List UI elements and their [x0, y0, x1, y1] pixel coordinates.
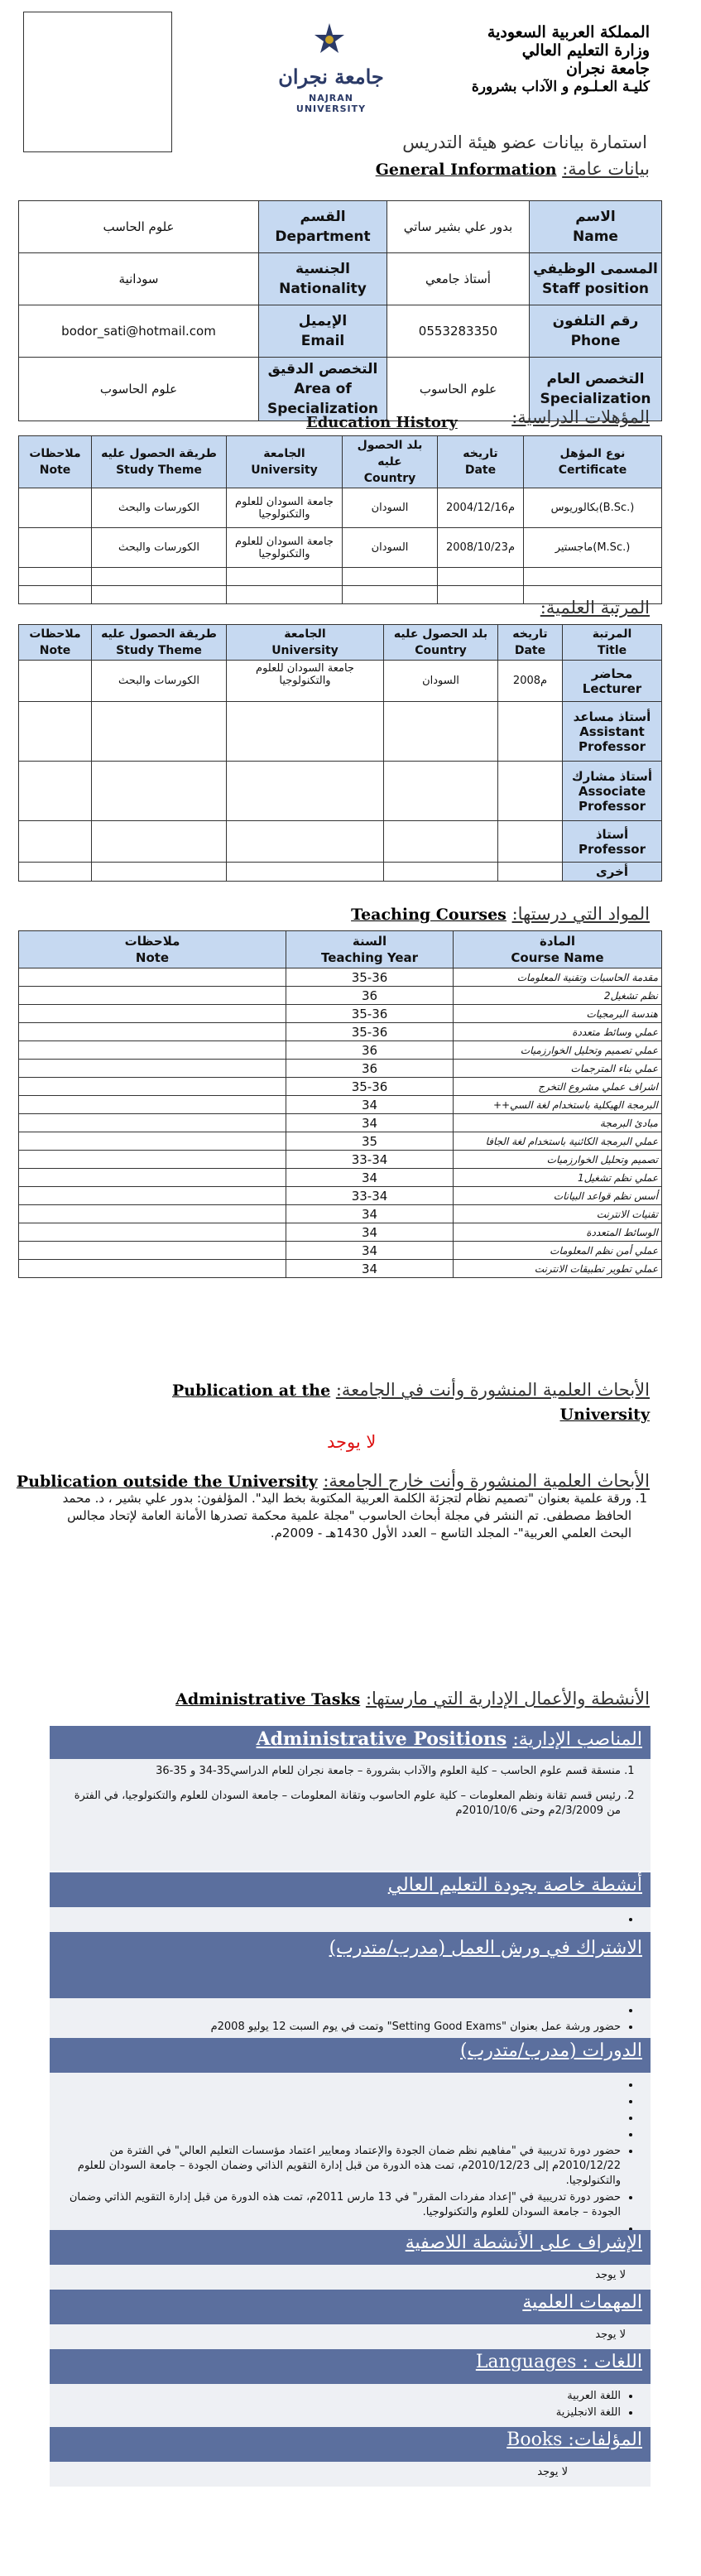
course-year-cell: 34	[286, 1114, 454, 1132]
column-header: المرتبة Title	[563, 625, 662, 661]
note-cell	[19, 528, 92, 568]
books-header	[50, 2427, 651, 2462]
table-row	[19, 1223, 662, 1242]
course-year-cell: 34	[286, 1096, 454, 1114]
list-item: • اللغة العربية	[61, 2389, 621, 2404]
course-name-cell: نظم تشغيل2	[454, 987, 662, 1005]
books-panel	[50, 2462, 651, 2487]
phone-label: رقم التلفون Phone	[530, 305, 662, 358]
country-cell: السودان	[384, 661, 498, 702]
books-title: المؤلفات: Books	[507, 2429, 642, 2450]
general-title-en: General Information	[375, 161, 557, 179]
course-note-cell	[19, 1260, 286, 1278]
positions-title-en: Administrative Positions	[256, 1728, 507, 1750]
pub-out-title-en: Publication outside the University	[16, 1473, 318, 1491]
table-row	[19, 1114, 662, 1132]
table-row	[19, 201, 662, 253]
table-row	[19, 1005, 662, 1023]
course-name-cell: اشراف عملي مشروع التخرج	[454, 1078, 662, 1096]
theme-cell: الكورسات والبحث	[92, 528, 227, 568]
table-header-row	[19, 931, 662, 968]
workshops-title: الاشتراك في ورش العمل (مدرب/متدرب)	[329, 1938, 642, 1958]
training-header	[50, 2038, 651, 2073]
extra-none: لا يوجد	[595, 2269, 626, 2281]
column-header: بلد الحصول عليه Country	[384, 625, 498, 661]
course-note-cell	[19, 1023, 286, 1041]
table-row	[19, 702, 662, 762]
course-name-cell: مبادئ البرمجة	[454, 1114, 662, 1132]
note-cell	[19, 488, 92, 528]
quality-panel	[50, 1907, 651, 1932]
column-header: تاريخه Date	[498, 625, 563, 661]
pub-in-none: لا يوجد	[327, 1432, 377, 1452]
quality-header	[50, 1872, 651, 1907]
area-label: التخصص الدقيق Area of Specialization	[259, 358, 387, 421]
position-label: المسمى الوظيفي Staff position	[530, 253, 662, 305]
extra-title: الإشراف على الأنشطة اللاصفية	[405, 2232, 642, 2253]
course-name-cell: الوسائط المتعددة	[454, 1223, 662, 1242]
course-year-cell: 35-36	[286, 1023, 454, 1041]
specialization-value: علوم الحاسوب	[387, 358, 530, 421]
country-cell: السودان	[343, 528, 438, 568]
courses-title-ar: المواد التي درستها:	[511, 904, 650, 924]
courses-body	[19, 968, 662, 1278]
languages-panel	[50, 2384, 651, 2427]
nationality-label: الجنسية Nationality	[259, 253, 387, 305]
rank-title-cell: أستاذ مشارك Associate Professor	[563, 762, 662, 821]
table-row	[19, 1023, 662, 1041]
column-header: السنة Teaching Year	[286, 931, 454, 968]
rank-title-ar: المرتبة العلمية:	[540, 598, 650, 618]
list-item	[61, 2078, 621, 2093]
course-note-cell	[19, 1242, 286, 1260]
course-year-cell: 33-34	[286, 1151, 454, 1169]
course-note-cell	[19, 1187, 286, 1205]
table-row	[19, 1041, 662, 1060]
course-name-cell: عملي بناء المترجمات	[454, 1060, 662, 1078]
list-item: • حضور دورة تدريبية في "مفاهيم نظم ضمان الجودة والإعتماد ومعايير اعتماد مؤسسات التعليم العالي" في الفترة من 2010/12/22م إلى 2010/12/23م، تمت هذه الدورة من قبل إدارة التقويم الذاتي وضمان الجودة – جامعة السودان للعلوم والتكنولوجيا.	[61, 2144, 621, 2189]
tasks-title: المهمات العلمية	[522, 2292, 642, 2313]
admin-title-en: Administrative Tasks	[175, 1690, 361, 1709]
country-cell: السودان	[343, 488, 438, 528]
table-row	[19, 253, 662, 305]
course-name-cell: عملي وسائط متعددة	[454, 1023, 662, 1041]
course-name-cell: عملي البرمجة الكائنية باستخدام لغة الجافا	[454, 1132, 662, 1151]
theme-cell: الكورسات والبحث	[92, 488, 227, 528]
tasks-header	[50, 2290, 651, 2324]
list-item: • حضور دورة تدريبية في "إعداد مفردات المقرر" في 13 مارس 2011م، تمت هذه الدورة من قبل إدارة التقويم الذاتي وضمان الجودة – جامعة السودان للعلوم والتكنولوجيا.	[61, 2190, 621, 2220]
books-none: لا يوجد	[537, 2466, 568, 2478]
university-logo	[273, 22, 389, 113]
column-header: المادة Course Name	[454, 931, 662, 968]
course-note-cell	[19, 987, 286, 1005]
rank-section-title	[540, 598, 650, 618]
column-header: طريقة الحصول عليه Study Theme	[92, 625, 227, 661]
table-row	[19, 568, 662, 586]
course-note-cell	[19, 968, 286, 987]
column-header: الجامعة University	[227, 436, 343, 488]
extra-panel	[50, 2265, 651, 2290]
list-item: 2. رئيس قسم تقانة ونظم المعلومات – كلية علوم الحاسوب وتقانة المعلومات – جامعة السودان للعلوم والتكنولوجيا، في الفترة من 2/3/2009م وحتى 2010/10/6م	[61, 1789, 621, 1819]
general-title-ar: بيانات عامة:	[562, 159, 650, 179]
course-note-cell	[19, 1005, 286, 1023]
rank-table	[18, 624, 662, 882]
table-row	[19, 821, 662, 863]
header-line: المملكة العربية السعودية	[487, 23, 650, 41]
extra-header	[50, 2230, 651, 2265]
column-header: تاريخه Date	[438, 436, 524, 488]
list-item: 1. منسقة قسم علوم الحاسب – كلية العلوم والآداب بشرورة – جامعة نجران للعام الدراسي35-34 و 35-36	[61, 1764, 621, 1779]
pub-out-section-title	[17, 1471, 650, 1491]
nationality-value: سودانية	[19, 253, 259, 305]
education-title-en: Education History	[306, 414, 458, 431]
course-year-cell: 34	[286, 1260, 454, 1278]
languages-header	[50, 2349, 651, 2384]
pub-in-section-title	[124, 1378, 650, 1426]
training-panel	[50, 2073, 651, 2230]
specialization-label: التخصص العام Specialization	[530, 358, 662, 421]
course-name-cell: تقنيات الانترنت	[454, 1205, 662, 1223]
course-note-cell	[19, 1096, 286, 1114]
header-line: وزارة التعليم العالي	[521, 41, 650, 60]
email-label: الإيميل Email	[259, 305, 387, 358]
course-note-cell	[19, 1151, 286, 1169]
list-item	[61, 2094, 621, 2109]
table-row	[19, 528, 662, 568]
pub-in-title-ar: الأبحاث العلمية المنشورة وأنت في الجامعة:	[335, 1380, 650, 1400]
header-line: جامعة نجران	[566, 60, 650, 78]
column-header: نوع المؤهل Certificate	[524, 436, 662, 488]
course-name-cell: هندسة البرمجيات	[454, 1005, 662, 1023]
column-header: ملاحظات Note	[19, 625, 92, 661]
name-value: بدور علي بشير ساتي	[387, 201, 530, 253]
education-title-ar: المؤهلات الدراسية:	[511, 407, 650, 427]
course-note-cell	[19, 1041, 286, 1060]
course-note-cell	[19, 1169, 286, 1187]
table-row	[19, 1096, 662, 1114]
course-note-cell	[19, 1114, 286, 1132]
workshops-panel	[50, 1998, 651, 2038]
course-note-cell	[19, 1205, 286, 1223]
course-year-cell: 33-34	[286, 1187, 454, 1205]
course-name-cell: مقدمة الحاسبات وتقنية المعلومات	[454, 968, 662, 987]
date-cell: 2008م	[498, 661, 563, 702]
course-year-cell: 36	[286, 987, 454, 1005]
table-row	[19, 1151, 662, 1169]
tasks-none: لا يوجد	[595, 2328, 626, 2341]
table-row	[19, 1260, 662, 1278]
course-year-cell: 34	[286, 1205, 454, 1223]
logo-arabic-name: جامعة نجران	[278, 65, 384, 89]
rank-title-cell: أخرى	[563, 863, 662, 882]
table-header-row	[19, 436, 662, 488]
theme-cell: الكورسات والبحث	[92, 661, 227, 702]
table-row	[19, 1078, 662, 1096]
date-cell: 2004/12/16م	[438, 488, 524, 528]
table-row	[19, 1205, 662, 1223]
education-section-title	[511, 407, 650, 427]
training-title: الدورات (مدرب/متدرب)	[460, 2040, 642, 2061]
positions-panel	[50, 1759, 651, 1871]
course-year-cell: 35-36	[286, 968, 454, 987]
pub-out-title-ar: الأبحاث العلمية المنشورة وأنت خارج الجامعة:	[323, 1471, 650, 1491]
list-item	[61, 2111, 621, 2126]
logo-english-name: NAJRAN UNIVERSITY	[295, 93, 367, 114]
list-item: • اللغة الانجليزية	[61, 2405, 621, 2420]
course-name-cell: عملي تطوير تطبيقات الانترنت	[454, 1260, 662, 1278]
workshops-header	[50, 1932, 651, 1998]
table-row	[19, 1060, 662, 1078]
course-name-cell: البرمجة الهيكلية باستخدام لغة السي++	[454, 1096, 662, 1114]
table-row	[19, 305, 662, 358]
pub-out-list	[60, 1490, 650, 1542]
table-row	[19, 488, 662, 528]
certificate-cell: بكالوريوس(B.Sc.)	[524, 488, 662, 528]
column-header: الجامعة University	[227, 625, 384, 661]
department-value: علوم الحاسب	[19, 201, 259, 253]
list-item	[61, 1912, 621, 1927]
course-year-cell: 36	[286, 1041, 454, 1060]
course-note-cell	[19, 1132, 286, 1151]
course-year-cell: 34	[286, 1242, 454, 1260]
certificate-cell: ماجستير(M.Sc.)	[524, 528, 662, 568]
email-value[interactable]: bodor_sati@hotmail.com	[19, 305, 259, 358]
logo-emblem-icon	[311, 22, 348, 63]
column-header: بلد الحصول عليه Country	[343, 436, 438, 488]
university-cell: جامعة السودان للعلوم والتكنولوجيا	[227, 488, 343, 528]
table-row	[19, 762, 662, 821]
course-year-cell: 35-36	[286, 1005, 454, 1023]
list-item: 1. ورقة علمية بعنوان "تصميم نظام لتجزئة الكلمة العربية المكتوبة بخط اليد". المؤلفون: بدور علي بشير ، د. محمد الحافظ مصطفى. تم النشر في مجلة أبحاث الحاسوب "مجلة علمية محكمة تصدرها الأمانة العامة لإتحاد مجالس البحث العلمي العربية"- المجلد التاسع – العدد الأول 1430هـ - 2009م.	[60, 1490, 631, 1542]
course-year-cell: 34	[286, 1169, 454, 1187]
course-name-cell: تصميم وتحليل الخوارزميات	[454, 1151, 662, 1169]
table-header-row	[19, 625, 662, 661]
course-note-cell	[19, 1060, 286, 1078]
photo-box	[23, 12, 172, 152]
admin-section-title	[175, 1689, 650, 1709]
header-ministry-block	[472, 23, 650, 96]
course-note-cell	[19, 1223, 286, 1242]
course-name-cell: عملي أمن نظم المعلومات	[454, 1242, 662, 1260]
table-row	[19, 1187, 662, 1205]
form-title: استمارة بيانات عضو هيئة التدريس	[402, 132, 647, 152]
table-row	[19, 987, 662, 1005]
list-item	[61, 2003, 621, 2018]
course-year-cell: 35	[286, 1132, 454, 1151]
course-name-cell: أسس نظم قواعد البيانات	[454, 1187, 662, 1205]
course-name-cell: عملي نظم تشغيل1	[454, 1169, 662, 1187]
course-note-cell	[19, 1078, 286, 1096]
phone-value: 0553283350	[387, 305, 530, 358]
positions-header	[50, 1726, 651, 1759]
table-row	[19, 661, 662, 702]
admin-title-ar: الأنشطة والأعمال الإدارية التي مارستها:	[365, 1689, 650, 1709]
table-row	[19, 968, 662, 987]
course-year-cell: 34	[286, 1223, 454, 1242]
table-row	[19, 863, 662, 882]
positions-title-ar: المناصب الإدارية:	[512, 1729, 642, 1750]
column-header: ملاحظات Note	[19, 436, 92, 488]
course-year-cell: 35-36	[286, 1078, 454, 1096]
quality-title: أنشطة خاصة بجودة التعليم العالي	[387, 1875, 642, 1896]
education-table	[18, 435, 662, 604]
course-year-cell: 36	[286, 1060, 454, 1078]
column-header: ملاحظات Note	[19, 931, 286, 968]
courses-title-en: Teaching Courses	[351, 906, 507, 924]
tasks-panel	[50, 2324, 651, 2349]
course-name-cell: عملي تصميم وتحليل الخوارزميات	[454, 1041, 662, 1060]
area-value: علوم الحاسوب	[19, 358, 259, 421]
list-item	[61, 2127, 621, 2142]
rank-title-cell: أستاذ Professor	[563, 821, 662, 863]
table-row	[19, 1169, 662, 1187]
pub-in-title-en: Publication at the University	[171, 1382, 650, 1424]
table-row	[19, 1242, 662, 1260]
languages-title: اللغات : Languages	[475, 2352, 642, 2372]
department-label: القسم Department	[259, 201, 387, 253]
general-info-table	[18, 200, 662, 421]
courses-section-title	[351, 904, 650, 924]
date-cell: 2008/10/23م	[438, 528, 524, 568]
rank-title-cell: محاضر Lecturer	[563, 661, 662, 702]
general-section-title	[376, 159, 650, 179]
rank-title-cell: أستاذ مساعد Assistant Professor	[563, 702, 662, 762]
university-cell: جامعة السودان للعلوم والتكنولوجيا	[227, 528, 343, 568]
table-row	[19, 1132, 662, 1151]
list-item: • حضور ورشة عمل بعنوان "Setting Good Exams" وتمت في يوم السبت 12 يوليو 2008م	[61, 2020, 621, 2035]
courses-table	[18, 930, 662, 1278]
header-line: كليـة العـلـوم و الآداب بشرورة	[471, 79, 650, 95]
position-value: أستاذ جامعي	[387, 253, 530, 305]
name-label: الاسم Name	[530, 201, 662, 253]
university-cell: جامعة السودان للعلوم والتكنولوجيا	[227, 661, 384, 702]
column-header: طريقة الحصول عليه Study Theme	[92, 436, 227, 488]
